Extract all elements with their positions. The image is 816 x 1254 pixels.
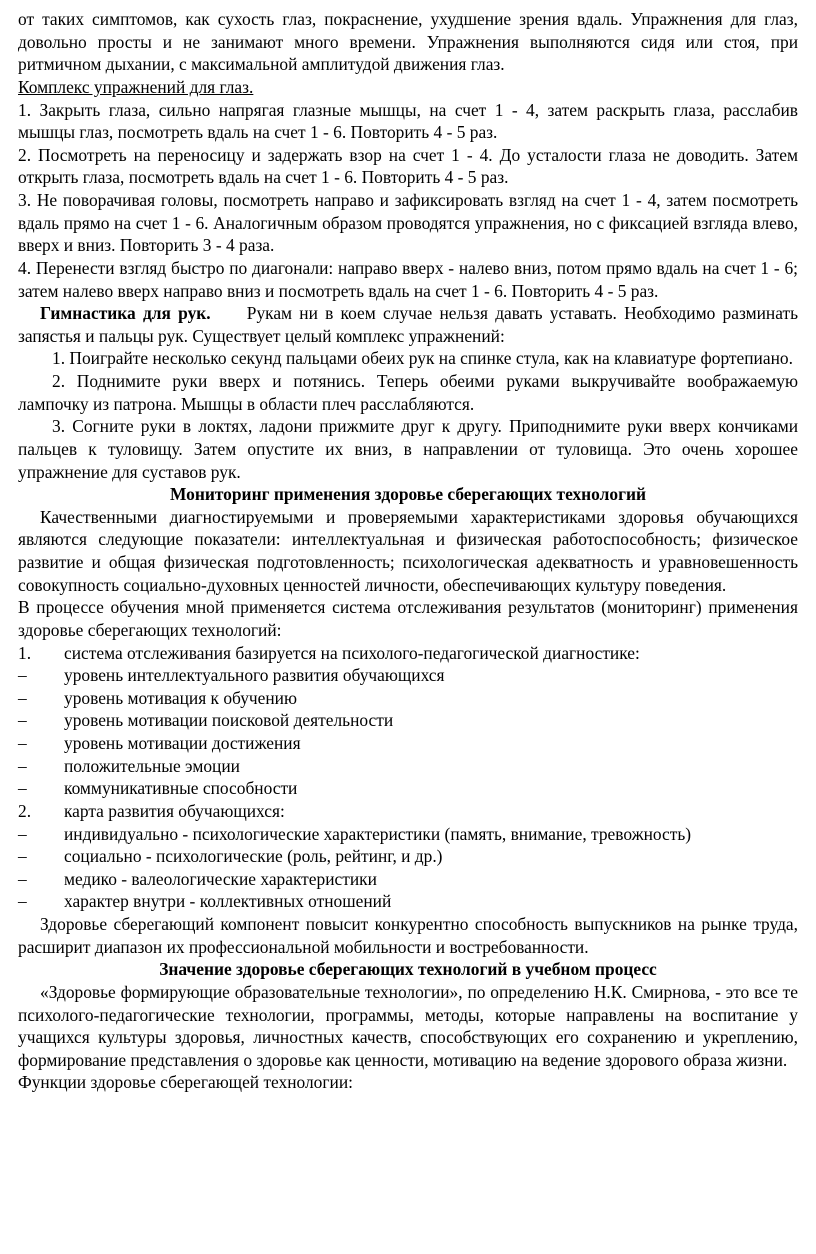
list-item bbox=[18, 642, 798, 665]
list-item-label: коммуникативные способности bbox=[64, 778, 298, 799]
list-item-label: положительные эмоции bbox=[64, 755, 240, 776]
paragraph-hand-ex-3: 3. Согните руки в локтях, ладони прижмите друг к другу. Приподнимите руки вверх кончиками пальцев к туловищу. Затем опустите их вниз, в направлении от туловища. Это очень хорошее упражнение для суставов рук. bbox=[18, 416, 798, 482]
list-item bbox=[18, 845, 798, 868]
list-item-label: уровень интеллектуального развития обучающихся bbox=[64, 665, 445, 686]
list-item-label: социально - психологические (роль, рейтинг, и др.) bbox=[64, 846, 443, 867]
list-marker: – bbox=[18, 778, 27, 799]
list-item bbox=[18, 823, 798, 846]
heading-eye-exercises bbox=[18, 76, 798, 99]
paragraph-hand-ex-2: 2. Поднимите руки вверх и потянись. Теперь обеими руками выкручивайте воображаемую лампочку из патрона. Мышцы в области плеч расслабляются. bbox=[18, 371, 798, 414]
list-item-label: уровень мотивация к обучению bbox=[64, 687, 297, 708]
paragraph-monitoring-1: Качественными диагностируемыми и проверяемыми характеристиками здоровья обучающихся являются следующие показатели: интеллектуальная и физическая работоспособность; физическое развитие и общая физическая подготовленность; психологическая адекватность и уравновешенность совокупность социально-духовных ценностей личности, обеспечивающих культуру поведения. bbox=[18, 506, 798, 595]
list-item bbox=[18, 664, 798, 687]
heading-significance: Значение здоровье сберегающих технологий в учебном процесс bbox=[159, 959, 657, 980]
paragraph-health-component: Здоровье сберегающий компонент повысит конкурентно способность выпускников на рынке труда, расширит диапазон их профессиональной мобильности и востребованности. bbox=[18, 914, 798, 957]
paragraph-hand-gymnastics-text: Рукам ни в коем случае нельзя давать уставать. Необходимо разминать запястья и пальцы рук. Существует целый комплекс упражнений: bbox=[18, 303, 798, 346]
lead-hand-gymnastics: Гимнастика для рук. bbox=[40, 303, 211, 324]
list-marker: 1. bbox=[18, 642, 32, 663]
list-marker: – bbox=[18, 665, 27, 686]
list-item-label: медико - валеологические характеристики bbox=[64, 868, 377, 889]
heading-eye-exercises-text: Комплекс упражнений для глаз. bbox=[18, 76, 254, 97]
list-marker: – bbox=[18, 846, 27, 867]
list-item-label: система отслеживания базируется на психолого-педагогической диагностике: bbox=[64, 642, 640, 663]
list-item bbox=[18, 777, 798, 800]
list-item-label: уровень мотивации поисковой деятельности bbox=[64, 710, 394, 731]
list-marker: – bbox=[18, 868, 27, 889]
list-marker: – bbox=[18, 891, 27, 912]
list-item bbox=[18, 687, 798, 710]
heading-monitoring: Мониторинг применения здоровье сберегающих технологий bbox=[169, 484, 647, 505]
list-marker: – bbox=[18, 710, 27, 731]
list-marker: – bbox=[18, 755, 27, 776]
list-item-label: уровень мотивации достижения bbox=[64, 733, 301, 753]
list-item-label: карта развития обучающихся: bbox=[64, 800, 285, 821]
paragraph-functions-intro: Функции здоровье сберегающей технологии: bbox=[18, 1072, 353, 1093]
list-item bbox=[18, 755, 798, 778]
paragraph-hand-ex-1: 1. Поиграйте несколько секунд пальцами обеих рук на спинке стула, как на клавиатуре фортепиано. bbox=[52, 348, 793, 369]
list-marker: – bbox=[18, 687, 27, 708]
paragraph-hand-gymnastics bbox=[18, 302, 798, 347]
paragraph-eye-ex-1: 1. Закрыть глаза, сильно напрягая глазные мышцы, на счет 1 - 4, затем раскрыть глаза, расслабив мышцы глаз, посмотреть вдаль на счет 1 - 6. Повторить 4 - 5 раз. bbox=[18, 99, 798, 143]
paragraph-smirnov-definition: «Здоровье формирующие образовательные технологии», по определению Н.К. Смирнова, - это все те психолого-педагогические технологии, программы, методы, которые направлены на воспитание у учащихся культуры здоровья, личностных качеств, способствующих его сохранению и укреплению, формирование представления о здоровье как ценности, мотивацию на ведение здорового образа жизни. bbox=[18, 981, 798, 1070]
list-item-label: характер внутри - коллективных отношений bbox=[64, 891, 392, 912]
list-item bbox=[18, 868, 798, 891]
paragraph-eye-ex-3: 3. Не поворачивая головы, посмотреть направо и зафиксировать взгляд на счет 1 - 4, затем посмотреть вдаль прямо на счет 1 - 6. Аналогичным образом проводятся упражнения, но с фиксацией взгляда влево, вверх и вниз. Повторить 3 - 4 раза. bbox=[18, 190, 798, 256]
list-marker: 2. bbox=[18, 800, 32, 821]
list-item bbox=[18, 800, 798, 823]
list-item bbox=[18, 890, 798, 913]
lead-hand-gymnastics-spacer bbox=[218, 303, 247, 323]
list-item bbox=[18, 732, 798, 755]
paragraph-eye-ex-4: 4. Перенести взгляд быстро по диагонали: направо вверх - налево вниз, потом прямо вдаль на счет 1 - 6; затем налево вверх направо вниз и посмотреть вдаль на счет 1 - 6. Повторить 4 - 5 раз. bbox=[18, 257, 798, 301]
list-item-label: индивидуально - психологические характеристики (память, внимание, тревожность) bbox=[64, 823, 692, 844]
list-item bbox=[18, 709, 798, 732]
list-marker: – bbox=[18, 733, 27, 753]
paragraph-eye-ex-2: 2. Посмотреть на переносицу и задержать взор на счет 1 - 4. До усталости глаза не доводить. Затем открыть глаза, посмотреть вдаль на счет 1 - 6. Повторить 4 - 5 раз. bbox=[18, 144, 798, 188]
paragraph-monitoring-2: В процессе обучения мной применяется система отслеживания результатов (мониторинг) применения здоровье сберегающих технологий: bbox=[18, 597, 798, 640]
paragraph-intro: от таких симптомов, как сухость глаз, покраснение, ухудшение зрения вдаль. Упражнения для глаз, довольно просты и не занимают много времени. Упражнения выполняются сидя или стоя, при ритмичном дыхании, с максимальной амплитудой движения глаз. bbox=[18, 9, 798, 75]
list-marker: – bbox=[18, 823, 27, 844]
